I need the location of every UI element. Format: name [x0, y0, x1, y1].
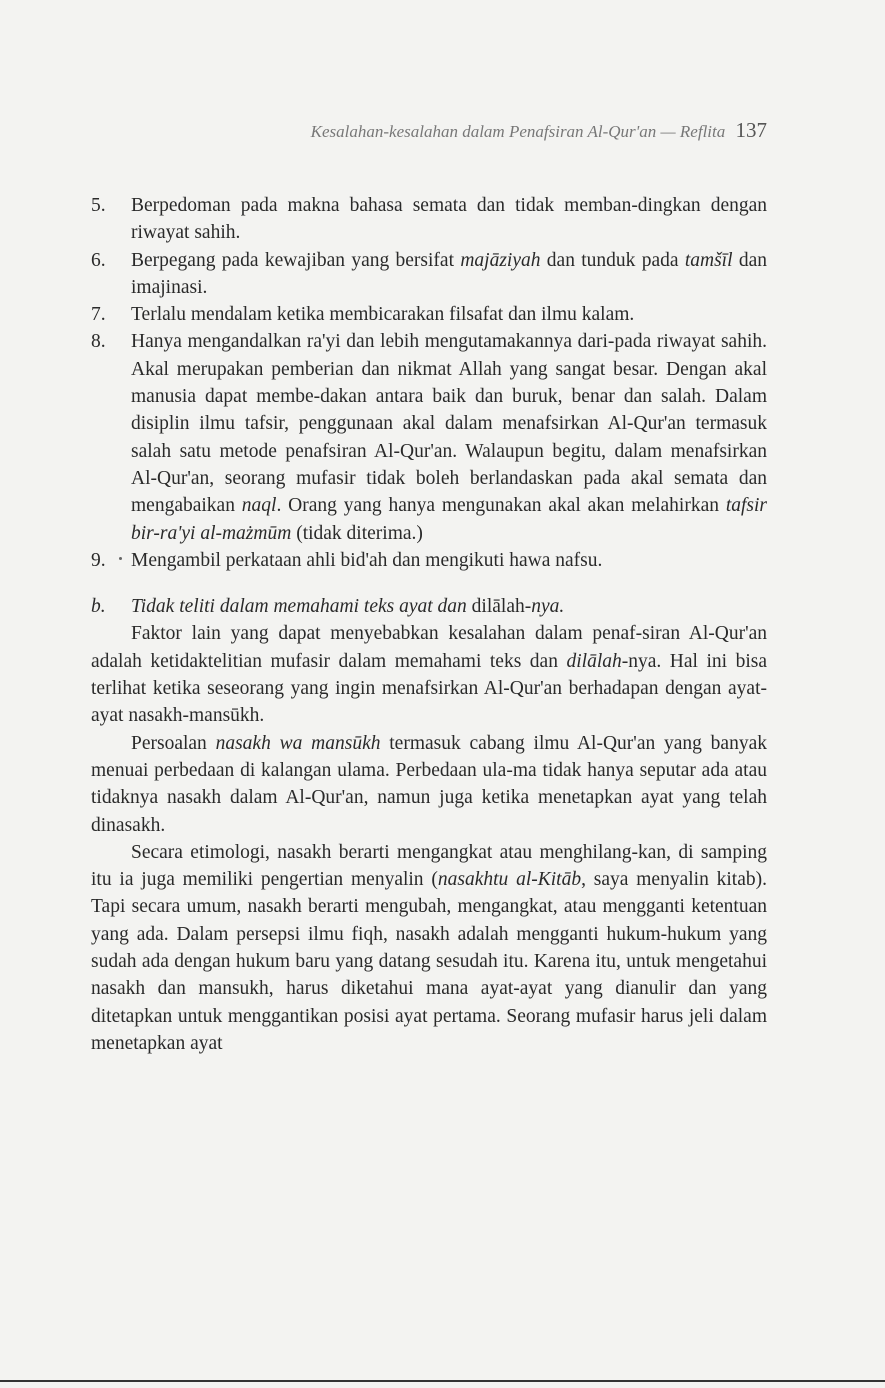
subheading-label: b.	[91, 596, 106, 618]
list-item	[91, 328, 767, 546]
body-text	[91, 192, 767, 1057]
page-number: 137	[735, 118, 767, 142]
list-text: Berpedoman pada makna bahasa semata dan tidak memban-dingkan dengan riwayat sahih.	[131, 195, 767, 244]
scan-edge-line	[0, 1380, 885, 1382]
list-text: Terlalu mendalam ketika membicarakan filsafat dan ilmu kalam.	[131, 304, 635, 326]
running-header	[140, 118, 767, 143]
list-number: 8.	[91, 331, 106, 353]
subheading-text: Tidak teliti dalam memahami teks ayat dan dilālah-nya.	[131, 596, 565, 618]
paragraph: Persoalan nasakh wa mansūkh termasuk cabang ilmu Al-Qur'an yang banyak menuai perbedaan di kalangan ulama. Perbedaan ula-ma tidak hanya seputar ada atau tidaknya nasakh dalam Al-Qur'an, namun juga ketika menetapkan ayat yang telah dinasakh.	[91, 732, 767, 836]
list-text: Hanya mengandalkan ra'yi dan lebih mengutamakannya dari-pada riwayat sahih. Akal merupakan pemberian dan nikmat Allah yang sangat besar. Dengan akal manusia dapat membe-dakan antara baik dan buruk, benar dan salah. Dalam disiplin ilmu tafsir, penggunaan akal dalam menafsirkan Al-Qur'an termasuk salah satu metode penafsiran Al-Qur'an. Walaupun begitu, dalam menafsirkan Al-Qur'an, seorang mufasir tidak boleh berlandaskan pada akal semata dan mengabaikan naql. Orang yang hanya mengunakan akal akan melahirkan tafsir bir-ra'yi al-mażmūm (tidak diterima.)	[131, 331, 767, 544]
list-text: Berpegang pada kewajiban yang bersifat majāziyah dan tunduk pada tamšīl dan imajinasi.	[131, 249, 767, 298]
list-item	[91, 301, 767, 328]
error-list	[91, 192, 767, 574]
list-number: 6.	[91, 249, 106, 271]
list-item	[91, 192, 767, 247]
list-item	[91, 247, 767, 302]
list-number: 5.	[91, 195, 106, 216]
list-number: 7.	[91, 304, 106, 326]
list-number: 9.	[91, 549, 106, 571]
list-text: Mengambil perkataan ahli bid'ah dan mengikuti hawa nafsu.	[131, 549, 603, 571]
paragraph: Secara etimologi, nasakh berarti mengangkat atau menghilang-kan, di samping itu ia juga memiliki pengertian menyalin (nasakhtu al-Kitāb, saya menyalin kitab). Tapi secara umum, nasakh berarti mengubah, mengangkat, atau mengganti ketentuan yang ada. Dalam persepsi ilmu fiqh, nasakh adalah mengganti hukum-hukum yang sudah ada dengan hukum baru yang datang sesudah itu. Karena itu, untuk mengetahui nasakh dan mansukh, harus diketahui mana ayat-ayat yang dianulir dan yang ditetapkan untuk menggantikan posisi ayat pertama. Seorang mufasir harus jeli dalam menetapkan ayat	[91, 841, 767, 1054]
list-item	[91, 547, 767, 574]
running-title: Kesalahan-kesalahan dalam Penafsiran Al-Qur'an — Reflita	[310, 122, 726, 141]
paragraph: Faktor lain yang dapat menyebabkan kesalahan dalam penaf-siran Al-Qur'an adalah ketidaktelitian mufasir dalam memahami teks dan dilālah-nya. Hal ini bisa terlihat ketika seseorang yang ingin menafsirkan Al-Qur'an berhadapan dengan ayat-ayat nasakh-mansūkh.	[91, 623, 767, 727]
section-subheading	[91, 593, 767, 620]
